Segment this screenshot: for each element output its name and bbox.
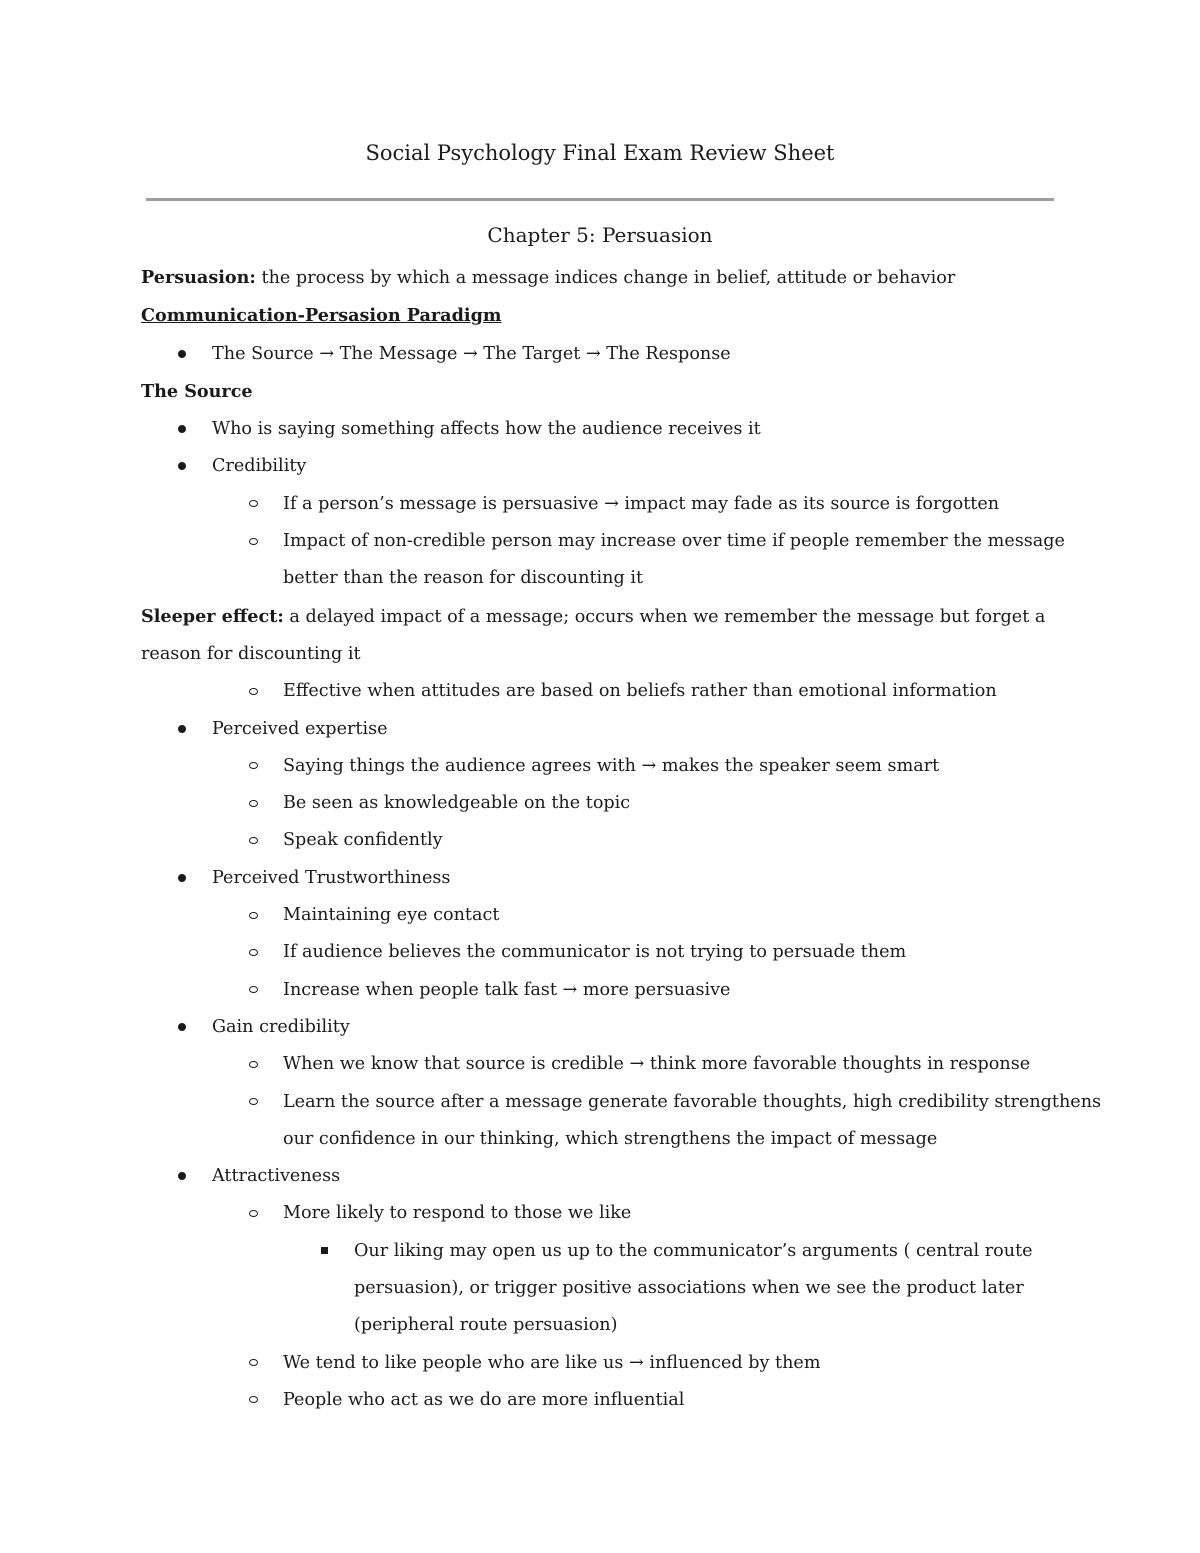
list-item-text: We tend to like people who are like us → influenced by them xyxy=(283,1352,821,1373)
section-heading-source xyxy=(141,373,1061,411)
list-item-continuation xyxy=(141,1307,1061,1344)
list-item-text: More likely to respond to those we like xyxy=(283,1203,632,1224)
list-item-text: If audience believes the communicator is not trying to persuade them xyxy=(283,942,907,963)
list-item-text: Saying things the audience agrees with → makes the speaker seem smart xyxy=(283,755,940,776)
list-item-text: The Source → The Message → The Target → The Response xyxy=(212,343,731,364)
bullet-circle-icon xyxy=(243,822,263,859)
bullet-circle-icon xyxy=(243,673,263,710)
bullet-circle-icon xyxy=(243,1084,263,1121)
list-item-continuation xyxy=(141,560,1061,597)
list-item xyxy=(141,1084,1102,1121)
list-item xyxy=(141,1382,1061,1419)
bullet-circle-icon xyxy=(243,1382,263,1419)
list-item-continuation xyxy=(141,1121,1061,1158)
bullet-dot-icon xyxy=(172,448,192,485)
bullet-circle-icon xyxy=(243,523,263,560)
list-item xyxy=(141,822,1061,859)
list-item xyxy=(141,860,1061,897)
list-item-text: People who act as we do are more influential xyxy=(283,1389,685,1410)
list-item xyxy=(141,1345,1061,1382)
list-item xyxy=(141,972,1061,1009)
list-item xyxy=(141,897,1061,934)
list-item xyxy=(141,748,1061,785)
list-item-text: When we know that source is credible → think more favorable thoughts in response xyxy=(283,1054,1031,1075)
list-item xyxy=(141,1046,1061,1083)
term-label: Sleeper effect: xyxy=(141,605,284,627)
bullet-dot-icon xyxy=(172,411,192,448)
definition-persuasion xyxy=(141,259,1061,297)
horizontal-rule xyxy=(146,198,1054,201)
list-item-text: our confidence in our thinking, which strengthens the impact of message xyxy=(283,1128,938,1149)
list-item-continuation xyxy=(141,1270,1061,1307)
list-item-text: (peripheral route persuasion) xyxy=(354,1315,618,1336)
section-heading-paradigm xyxy=(141,297,1061,335)
list-item-text: Increase when people talk fast → more persuasive xyxy=(283,979,731,1000)
bullet-circle-icon xyxy=(243,486,263,523)
bullet-circle-icon xyxy=(243,1195,263,1232)
list-item xyxy=(141,1158,1061,1195)
definition-text: reason for discounting it xyxy=(141,643,361,664)
list-item-text: If a person’s message is persuasive → impact may fade as its source is forgotten xyxy=(283,493,1000,514)
list-item-text: Maintaining eye contact xyxy=(283,905,500,926)
list-item-text: Attractiveness xyxy=(212,1166,341,1187)
bullet-square-icon xyxy=(314,1233,334,1270)
definition-text: the process by which a message indices change in belief, attitude or behavior xyxy=(255,268,956,288)
list-item-text: Effective when attitudes are based on beliefs rather than emotional information xyxy=(283,681,997,702)
list-item xyxy=(141,1195,1061,1232)
chapter-heading: Chapter 5: Persuasion xyxy=(487,223,713,247)
list-item xyxy=(141,1233,1061,1270)
list-item xyxy=(141,336,1061,373)
list-item xyxy=(141,448,1061,485)
definition-continuation xyxy=(141,636,1061,673)
list-item-text: Perceived expertise xyxy=(212,718,388,739)
list-item xyxy=(141,785,1061,822)
list-item-text: Learn the source after a message generate favorable thoughts, high credibility strengthens xyxy=(283,1091,1102,1112)
bullet-circle-icon xyxy=(243,934,263,971)
list-item-text: Perceived Trustworthiness xyxy=(212,867,451,888)
list-item xyxy=(141,486,1061,523)
list-item-text: Gain credibility xyxy=(212,1016,350,1037)
list-item-text: Who is saying something affects how the audience receives it xyxy=(212,419,761,440)
list-item-text: Be seen as knowledgeable on the topic xyxy=(283,793,631,814)
bullet-dot-icon xyxy=(172,860,192,897)
definition-sleeper-effect xyxy=(141,598,1061,636)
list-item xyxy=(141,523,1065,560)
list-item xyxy=(141,1009,1061,1046)
heading-text: The Source xyxy=(141,380,253,402)
bullet-dot-icon xyxy=(172,336,192,373)
list-item-text: Credibility xyxy=(212,456,307,477)
bullet-circle-icon xyxy=(243,1046,263,1083)
list-item xyxy=(141,934,1061,971)
bullet-dot-icon xyxy=(172,1158,192,1195)
list-item-text: Speak confidently xyxy=(283,830,443,851)
bullet-circle-icon xyxy=(243,897,263,934)
bullet-circle-icon xyxy=(243,748,263,785)
bullet-circle-icon xyxy=(243,972,263,1009)
list-item-text: better than the reason for discounting it xyxy=(283,568,644,589)
page-title: Social Psychology Final Exam Review Sheet xyxy=(365,141,835,165)
document-body xyxy=(141,259,1102,1419)
definition-text: a delayed impact of a message; occurs when we remember the message but forget a xyxy=(283,606,1046,627)
list-item-text: Our liking may open us up to the communicator’s arguments ( central route xyxy=(354,1240,1033,1261)
bullet-dot-icon xyxy=(172,711,192,748)
list-item-text: persuasion), or trigger positive associations when we see the product later xyxy=(354,1278,1024,1299)
list-item xyxy=(141,673,1061,710)
bullet-circle-icon xyxy=(243,785,263,822)
bullet-circle-icon xyxy=(243,1345,263,1382)
list-item-text: Impact of non-credible person may increase over time if people remember the message xyxy=(283,531,1065,552)
bullet-dot-icon xyxy=(172,1009,192,1046)
list-item xyxy=(141,411,1061,448)
list-item xyxy=(141,711,1061,748)
term-label: Persuasion: xyxy=(141,267,256,288)
heading-text: Communication-Persasion Paradigm xyxy=(141,305,502,327)
